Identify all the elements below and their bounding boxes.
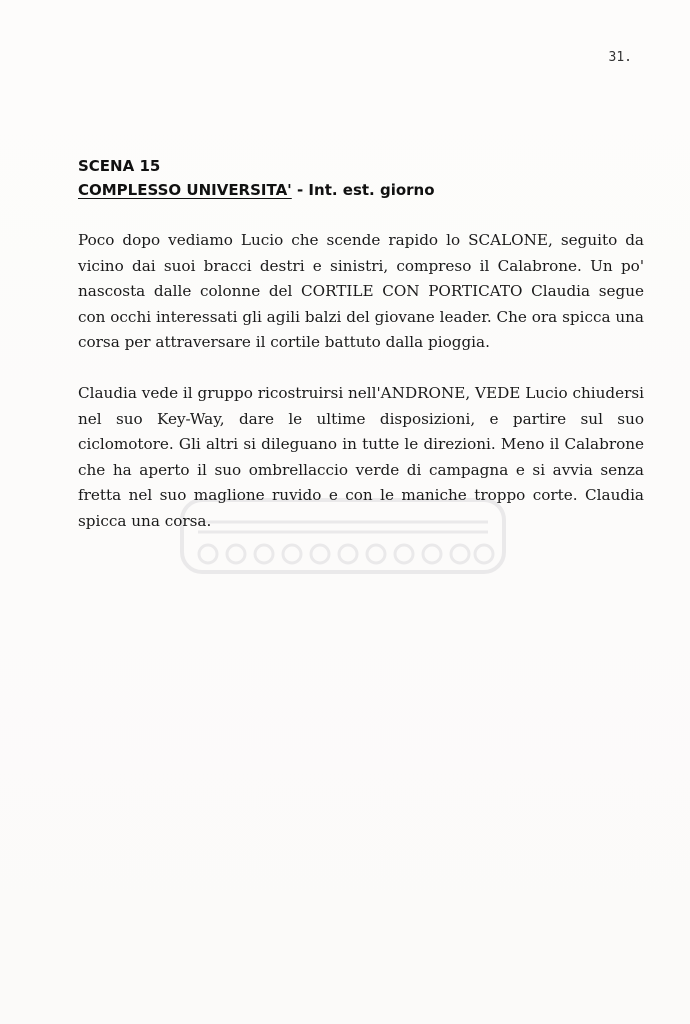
action-paragraph: Claudia vede il gruppo ricostruirsi nell'ANDRONE, VEDE Lucio chiudersi nel suo Key-Way, dare le ultime disposizioni, e partire sul suo ciclomotore. Gli altri si dileguano in tutte le direzioni. Meno il Calabrone che ha aperto il suo ombrellaccio verde di campagna e si avvia senza fretta nel suo maglione ruvido e con le maniche troppo corte. Claudia spicca una corsa. [78, 384, 644, 530]
scene-header [78, 154, 648, 202]
scene-location-line [78, 178, 648, 202]
scene-heading: SCENA 15 [78, 157, 161, 175]
scene-location: COMPLESSO UNIVERSITA' [78, 181, 292, 199]
action-paragraph: Poco dopo vediamo Lucio che scende rapido lo SCALONE, seguito da vicino dai suoi bracci destri e sinistri, compreso il Calabrone. Un po' nascosta dalle colonne del CORTILE CON PORTICATO Claudia segue con occhi interessati gli agili balzi del giovane leader. Che ora spicca una corsa per attraversare il cortile battuto dalla pioggia. [78, 231, 644, 352]
page-number: 31. [608, 50, 632, 65]
scene-setting: - Int. est. giorno [291, 181, 435, 199]
